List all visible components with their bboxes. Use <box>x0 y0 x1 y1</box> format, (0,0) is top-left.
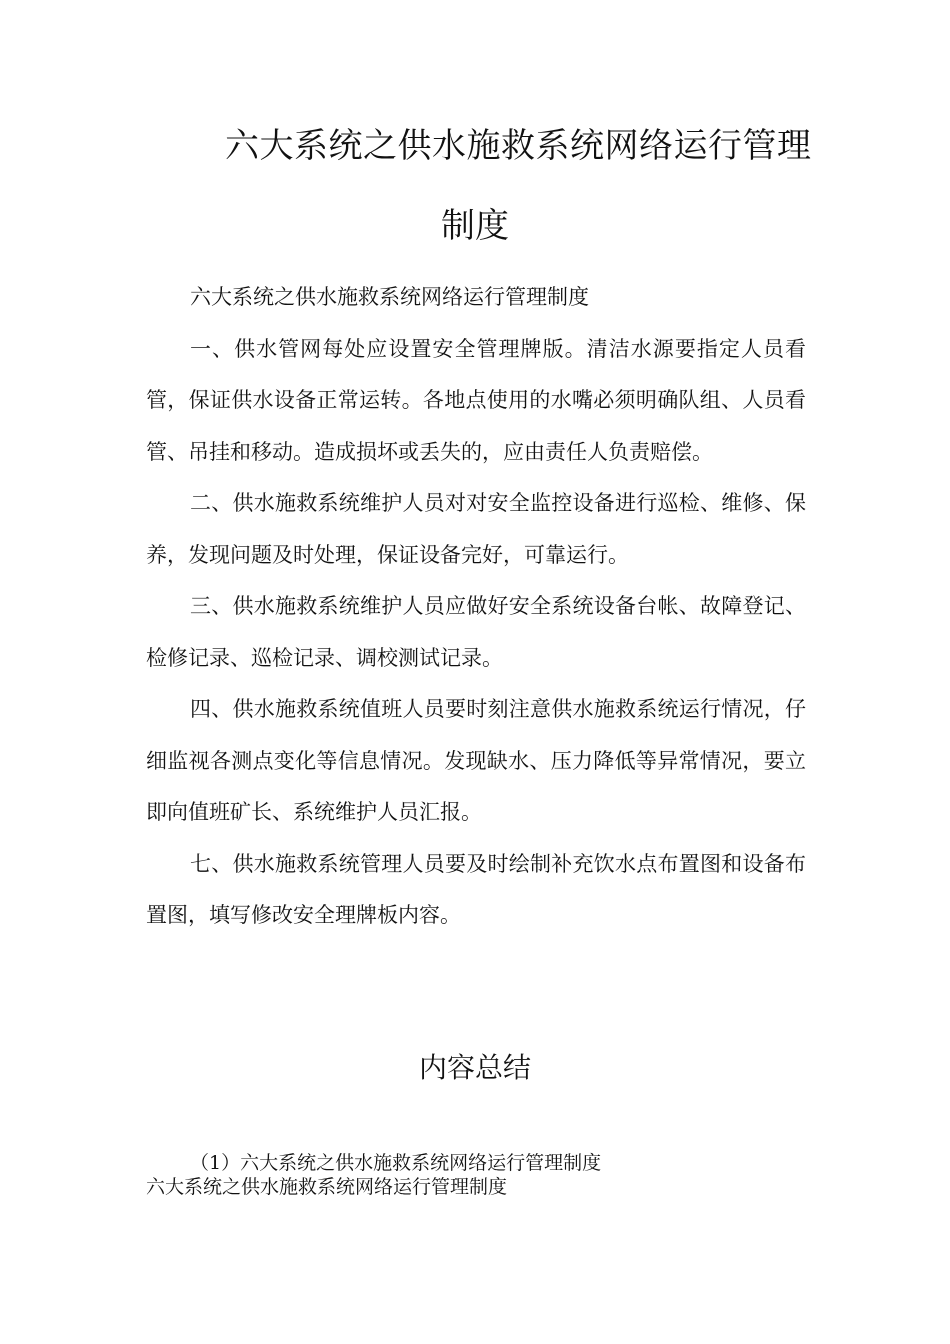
paragraph-item-7: 七、供水施救系统管理人员要及时绘制补充饮水点布置图和设备布置图，填写修改安全理牌板内容。 <box>146 851 806 927</box>
paragraph-item-2: 二、供水施救系统维护人员对对安全监控设备进行巡检、维修、保养，发现问题及时处理，保证设备完好，可靠运行。 <box>146 491 806 567</box>
paragraph-item-1: 一、供水管网每处应设置安全管理牌版。清洁水源要指定人员看管，保证供水设备正常运转。各地点使用的水嘴必须明确队组、人员看管、吊挂和移动。造成损坏或丢失的，应由责任人负责赔偿。 <box>146 336 806 464</box>
summary-line-1: （1）六大系统之供水施救系统网络运行管理制度 <box>190 1152 602 1174</box>
document-title-line1: 六大系统之供水施救系统网络运行管理 <box>225 126 812 166</box>
paragraph-item-4: 四、供水施救系统值班人员要时刻注意供水施救系统运行情况，仔细监视各测点变化等信息情况。发现缺水、压力降低等异常情况，要立即向值班矿长、系统维护人员汇报。 <box>146 697 806 824</box>
document-body <box>146 272 806 942</box>
paragraph-intro: 六大系统之供水施救系统网络运行管理制度 <box>190 285 589 309</box>
summary-heading: 内容总结 <box>418 1051 531 1084</box>
paragraph-item-3: 三、供水施救系统维护人员应做好安全系统设备台帐、故障登记、检修记录、巡检记录、调校测试记录。 <box>146 594 806 670</box>
document-title-line2: 制度 <box>441 206 509 246</box>
summary-line-2: 六大系统之供水施救系统网络运行管理制度 <box>146 1176 508 1198</box>
